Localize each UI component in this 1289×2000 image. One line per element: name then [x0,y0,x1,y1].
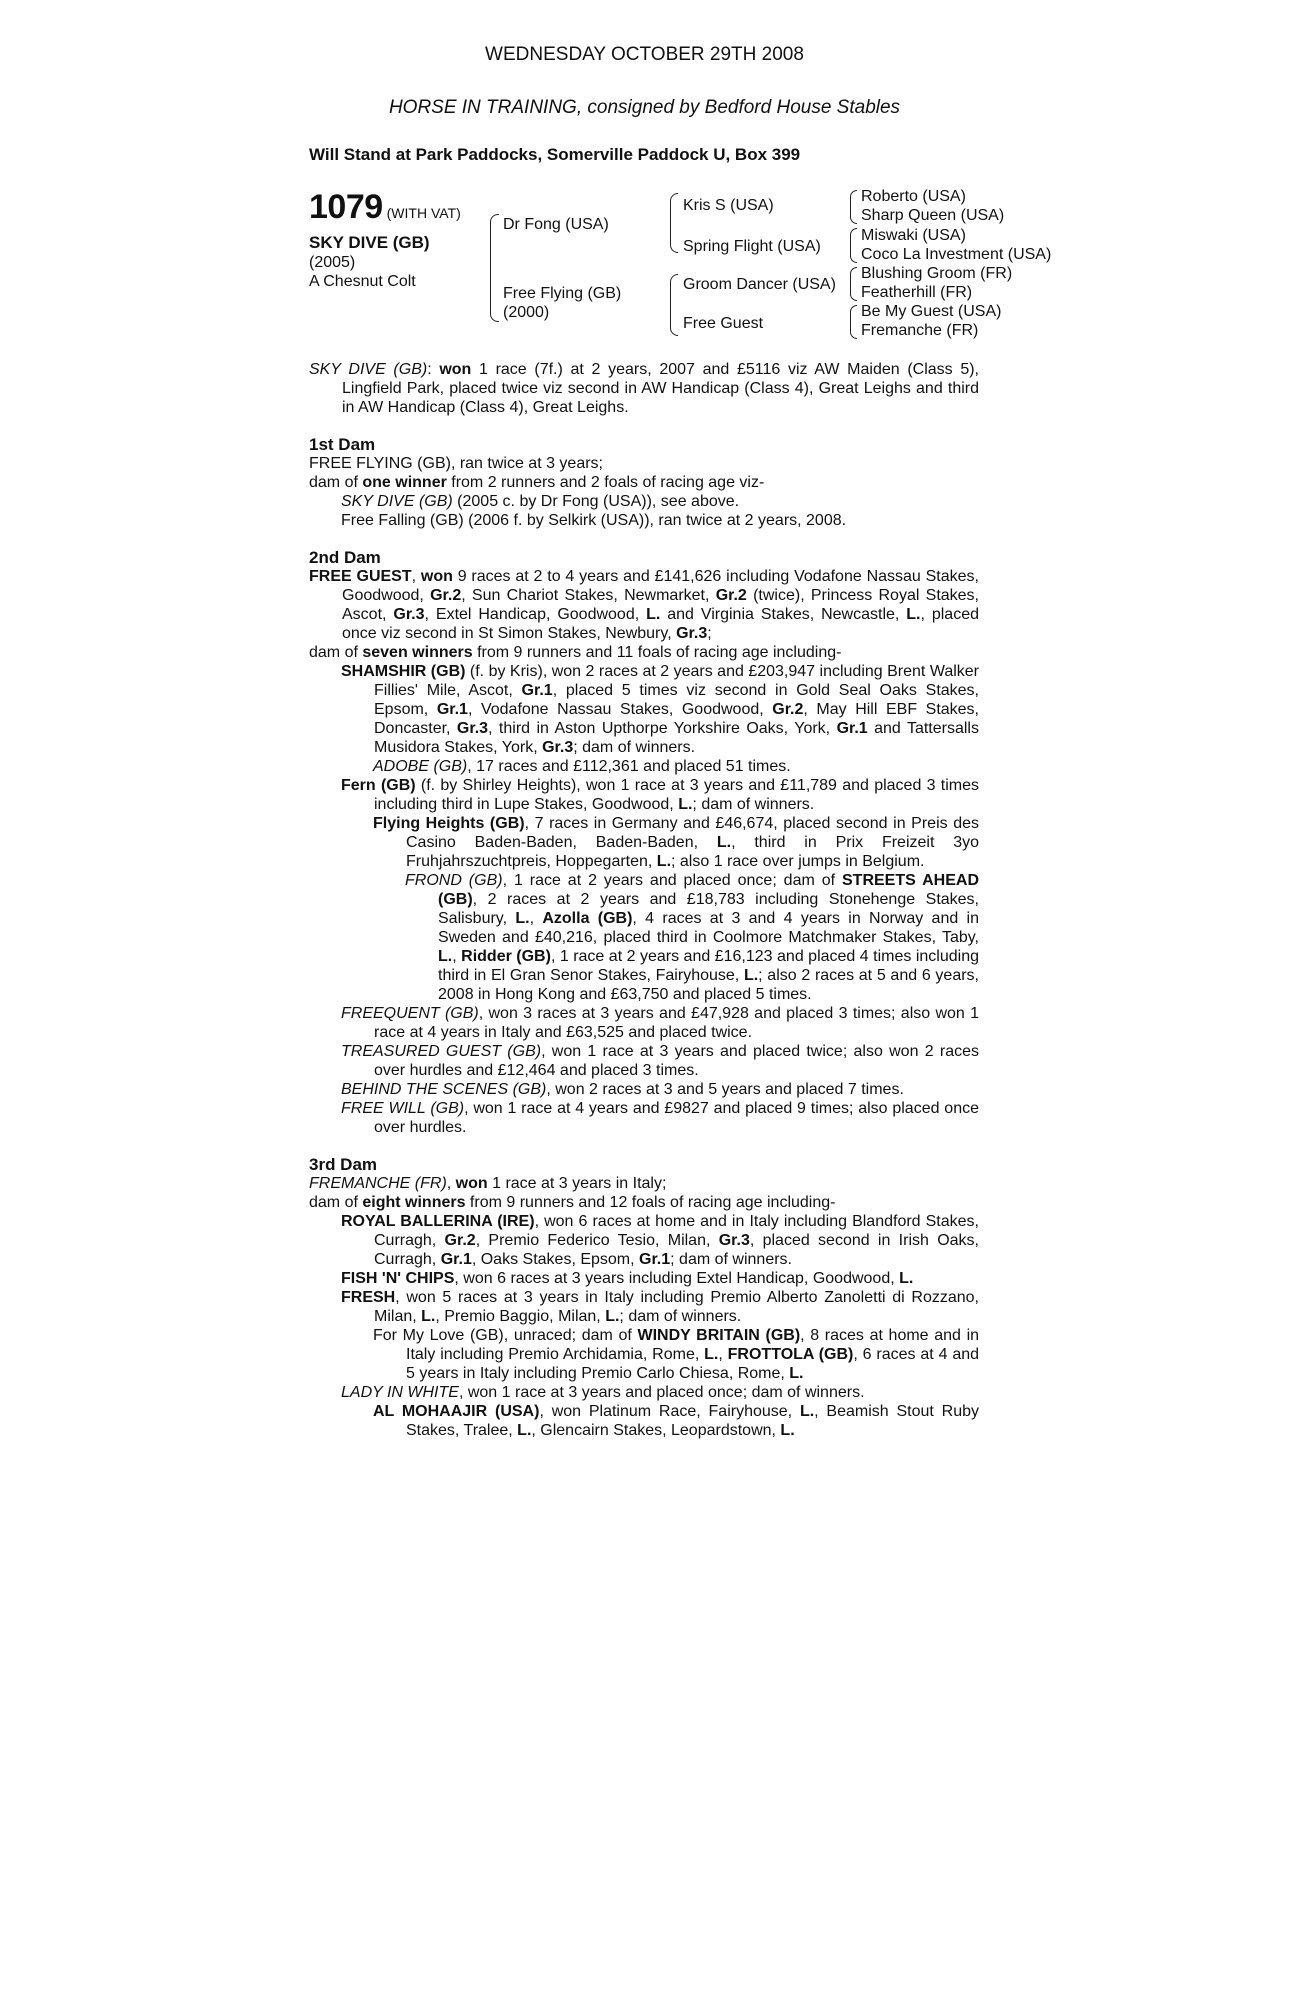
offspring-frond: FROND (GB), 1 race at 2 years and placed once; dam of STREETS AHEAD (GB), 2 races at 2 years and £18,783 including Stonehenge Stakes, Salisbury, L., Azolla (GB), 4 races at 3 and 4 years in Norway and in Sweden and £40,216, placed third in Coolmore Matchmaker Stakes, Taby, L., Ridder (GB), 1 race at 2 years and £16,123 and placed 4 times including third in El Gran Senor Stakes, Fairyhouse, L.; also 2 races at 5 and 6 years, 2008 in Hong Kong and £63,750 and placed 5 times. [405,872,980,1003]
offspring-al-mohaajir: AL MOHAAJIR (USA), won Platinum Race, Fairyhouse, L., Beamish Stout Ruby Stakes, Tralee, L., Glencairn Stakes, Leopardstown, L. [373,1403,979,1439]
consignment-line: HORSE IN TRAINING, consigned by Bedford House Stables [388,97,901,118]
sale-date: WEDNESDAY OCTOBER 29TH 2008 [485,44,804,65]
pedigree-sire: Dr Fong (USA) [503,216,609,233]
pedigree-brace-main [490,214,499,322]
horse-name: SKY DIVE (GB) [309,233,430,252]
first-dam-produce: dam of one winner from 2 runners and 2 foals of racing age viz- [309,474,765,491]
lot-number: 1079 [309,188,383,226]
first-dam-heading: 1st Dam [309,435,376,454]
pedigree-g3-featherhill: Featherhill (FR) [861,284,973,301]
pedigree-brace-g3-4 [850,305,857,339]
horse-race-record: SKY DIVE (GB): won 1 race (7f.) at 2 years, 2007 and £5116 viz AW Maiden (Class 5), Lingfield Park, placed twice viz second in AW Handicap (Class 4), Great Leighs and third in AW Handicap (Class 4), Great Leighs. [309,361,980,416]
third-dam-heading: 3rd Dam [309,1155,378,1174]
offspring-lady-in-white: LADY IN WHITE, won 1 race at 3 years and placed once; dam of winners. [341,1384,865,1401]
offspring-shamshir: SHAMSHIR (GB) (f. by Kris), won 2 races at 2 years and £203,947 including Brent Walker Fillies' Mile, Ascot, Gr.1, placed 5 times viz second in Gold Seal Oaks Stakes, Epsom, Gr.1, Vodafone Nassau Stakes, Goodwood, Gr.2, May Hill EBF Stakes, Doncaster, Gr.3, third in Aston Upthorpe Yorkshire Oaks, York, Gr.1 and Tattersalls Musidora Stakes, York, Gr.3; dam of winners. [341,663,980,756]
pedigree-g3-roberto: Roberto (USA) [861,188,966,205]
catalogue-body [309,360,979,1440]
offspring-treasured-guest: TREASURED GUEST (GB), won 1 race at 3 years and placed twice; also won 2 races over hurdles and £12,464 and placed 3 times. [341,1043,979,1079]
pedigree-dam: Free Flying (GB) [503,285,622,302]
first-dam-summary: FREE FLYING (GB), ran twice at 3 years; [309,455,603,472]
horse-description: A Chesnut Colt [309,273,416,290]
second-dam-heading: 2nd Dam [309,548,381,567]
pedigree-brace-g3-3 [850,267,857,301]
pedigree-g3-coco-la-investment: Coco La Investment (USA) [861,246,1052,263]
offspring-flying-heights: Flying Heights (GB), 7 races in Germany and £46,674, placed second in Preis des Casino Baden-Baden, Baden-Baden, L., third in Prix Freizeit 3yo Fruhjahrszuchtpreis, Hoppegarten, L.; also 1 race over jumps in Belgium. [373,815,980,870]
pedigree-sire-sire: Kris S (USA) [683,197,774,214]
second-dam-record: FREE GUEST, won 9 races at 2 to 4 years and £141,626 including Vodafone Nassau Stakes, Goodwood, Gr.2, Sun Chariot Stakes, Newmarket, Gr.2 (twice), Princess Royal Stakes, Ascot, Gr.3, Extel Handicap, Goodwood, L. and Virginia Stakes, Newcastle, L., placed once viz second in St Simon Stakes, Newbury, Gr.3; [309,568,979,642]
offspring-fresh: FRESH, won 5 races at 3 years in Italy including Premio Alberto Zanoletti di Rozzano, Milan, L., Premio Baggio, Milan, L.; dam of winners. [341,1289,979,1325]
second-dam-produce: dam of seven winners from 9 runners and 11 foals of racing age including- [309,644,842,661]
pedigree-g3-sharp-queen: Sharp Queen (USA) [861,207,1005,224]
pedigree-brace-g3-1 [850,190,857,224]
stand-location: Will Stand at Park Paddocks, Somerville Paddock U, Box 399 [309,145,801,164]
offspring-for-my-love: For My Love (GB), unraced; dam of WINDY BRITAIN (GB), 8 races at home and in Italy including Premio Archidamia, Rome, L., FROTTOLA (GB), 6 races at 4 and 5 years in Italy including Premio Carlo Chiesa, Rome, L. [373,1327,980,1382]
pedigree-sire-dam: Spring Flight (USA) [683,238,821,255]
lot-block [309,188,499,291]
offspring-behind-the-scenes: BEHIND THE SCENES (GB), won 2 races at 3 and 5 years and placed 7 times. [341,1081,904,1098]
pedigree-dam-dam: Free Guest [683,315,764,332]
offspring-free-will: FREE WILL (GB), won 1 race at 4 years and £9827 and placed 9 times; also placed once over hurdles. [341,1100,979,1136]
vat-note: (WITH VAT) [386,205,461,221]
pedigree-dam-year: (2000) [503,304,550,321]
first-dam-offspring-1: SKY DIVE (GB) (2005 c. by Dr Fong (USA)), see above. [341,493,740,510]
first-dam-offspring-2: Free Falling (GB) (2006 f. by Selkirk (USA)), ran twice at 2 years, 2008. [341,512,847,529]
pedigree-brace-sire [670,193,678,253]
pedigree-g3-miswaki: Miswaki (USA) [861,227,966,244]
offspring-fern: Fern (GB) (f. by Shirley Heights), won 1 race at 3 years and £11,789 and placed 3 times including third in Lupe Stakes, Goodwood, L.; dam of winners. [341,777,979,813]
pedigree-g3-be-my-guest: Be My Guest (USA) [861,303,1002,320]
foaling-year: (2005) [309,254,356,271]
third-dam-produce: dam of eight winners from 9 runners and 12 foals of racing age including- [309,1194,836,1211]
pedigree-g3-fremanche: Fremanche (FR) [861,322,979,339]
pedigree-dam-sire: Groom Dancer (USA) [683,276,836,293]
offspring-royal-ballerina: ROYAL BALLERINA (IRE), won 6 races at home and in Italy including Blandford Stakes, Curragh, Gr.2, Premio Federico Tesio, Milan, Gr.3, placed second in Irish Oaks, Curragh, Gr.1, Oaks Stakes, Epsom, Gr.1; dam of winners. [341,1213,979,1268]
pedigree-g3-blushing-groom: Blushing Groom (FR) [861,265,1013,282]
pedigree-brace-dam [670,274,678,336]
third-dam-record: FREMANCHE (FR), won 1 race at 3 years in Italy; [309,1175,667,1192]
offspring-fish-n-chips: FISH 'N' CHIPS, won 6 races at 3 years including Extel Handicap, Goodwood, L. [341,1270,914,1287]
pedigree-brace-g3-2 [850,228,857,263]
offspring-freequent: FREEQUENT (GB), won 3 races at 3 years and £47,928 and placed 3 times; also won 1 race at 4 years in Italy and £63,525 and placed twice. [341,1005,979,1041]
offspring-adobe: ADOBE (GB), 17 races and £112,361 and placed 51 times. [373,758,791,775]
